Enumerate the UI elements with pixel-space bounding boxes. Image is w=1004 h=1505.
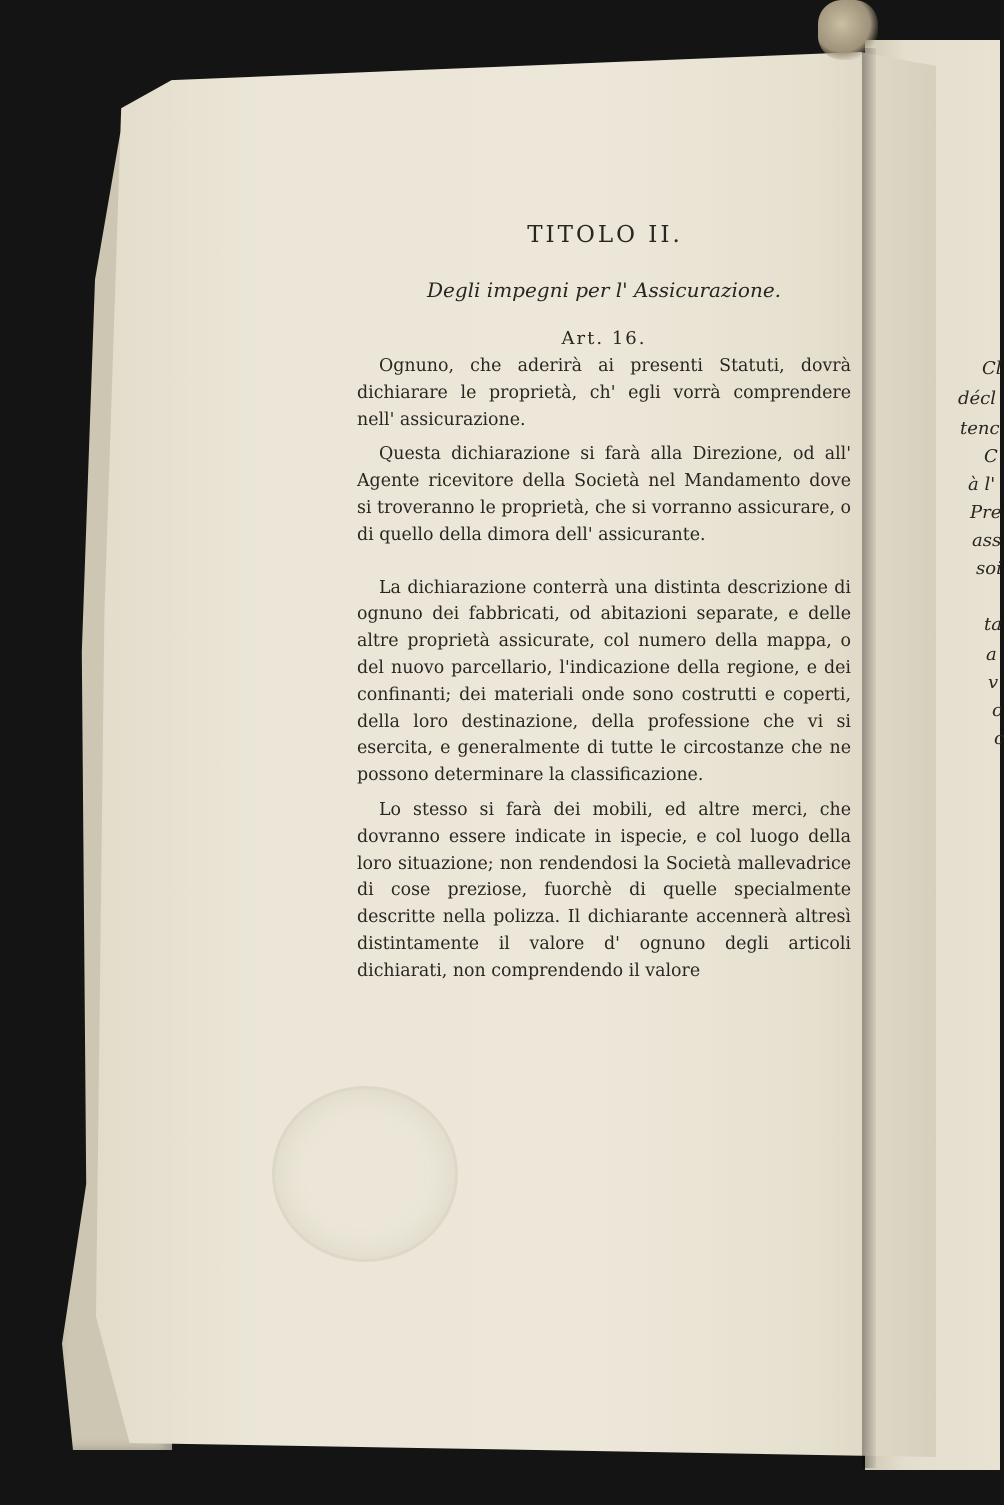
facing-fragment: C [984, 446, 998, 467]
book-gutter [862, 48, 876, 1468]
embossed-stamp [272, 1086, 458, 1262]
page-text [357, 222, 851, 993]
page-subtitle: Degli impegni per l' Assicurazione. [426, 278, 782, 302]
facing-fragment: a [986, 644, 997, 665]
facing-fragment: Pre [970, 502, 1002, 523]
facing-fragment: v [988, 672, 999, 693]
binding-string [818, 0, 878, 60]
paragraph-4: Lo stesso si farà dei mobili, ed altre merci, che dovranno essere indicate in ispecie, e col luogo della loro situazione; non rendendosi la Società mallevadrice di cose preziose, fuorchè di quelle specialmente descritte nella polizza. Il dichiarante accennerà altresì distintamente il valore d' ognuno degli articoli dichiarati, non comprendendo il valore [357, 799, 851, 981]
facing-fragment: décl [958, 388, 997, 409]
facing-fragment: c [992, 700, 1003, 721]
article-heading: Art. 16. [561, 328, 647, 349]
facing-fragment: ass [972, 530, 1002, 551]
facing-fragment: ta [984, 614, 1002, 635]
facing-fragment: c [994, 728, 1004, 749]
facing-fragment: tenc [960, 418, 1000, 439]
paragraph-1: Ognuno, che aderirà ai presenti Statuti, dovrà dichiarare le proprietà, ch' egli vorrà comprendere nell' assicurazione. [357, 356, 851, 430]
page-title: TITOLO II. [527, 222, 683, 248]
paragraph-2: Questa dichiarazione si farà alla Direzione, od all' Agente ricevitore della Società nel Mandamento dove si troveranno le proprietà, che si vorranno assicurare, o di quello della dimora dell' assicurante. [357, 444, 851, 545]
facing-fragment: à l' [968, 474, 996, 495]
paragraph-3: La dichiarazione conterrà una distinta descrizione di ognuno dei fabbricati, od abitazioni separate, e delle altre proprietà assicurate, col numero della mappa, o del nuovo parcellario, l'indicazione della regione, e dei confinanti; dei materiali onde sono costrutti e coperti, della loro destinazione, della professione che vi si esercita, e generalmente di tutte le circostanze che ne possono determinare la classificazione. [357, 577, 851, 786]
facing-fragment: soi [976, 558, 1002, 579]
facing-fragment: Cl [982, 358, 1002, 379]
